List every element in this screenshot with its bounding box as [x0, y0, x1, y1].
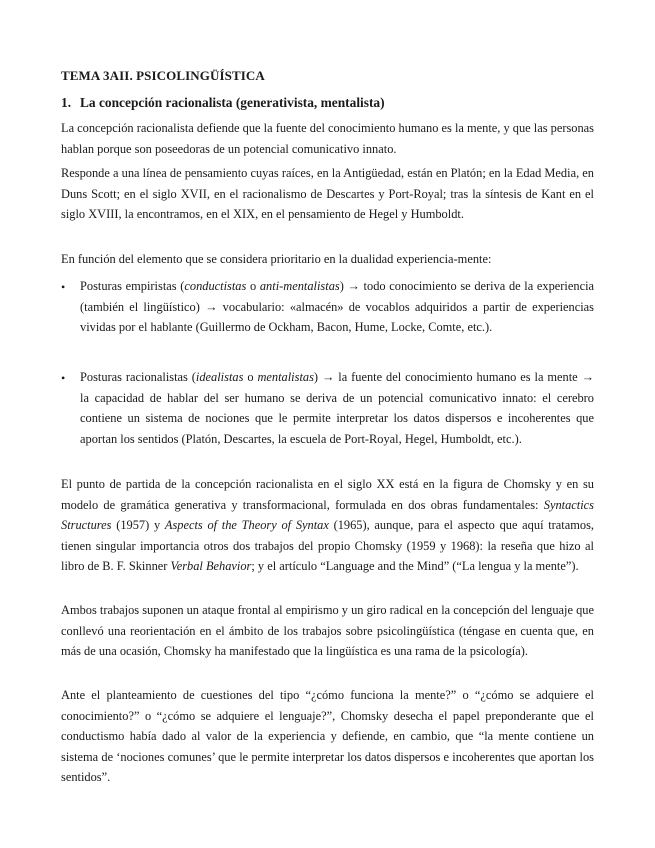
- section-title: La concepción racionalista (generativista, mentalista): [80, 95, 385, 110]
- list-item-italic: conductistas: [184, 279, 247, 293]
- list-item-racionalistas: [80, 367, 594, 449]
- book-title: Verbal Behavior: [170, 559, 252, 574]
- questions-paragraph: Ante el planteamiento de cuestiones del tipo “¿cómo funciona la mente?” o “¿cómo se adquiere el conocimiento?” o “¿cómo se adquiere el lenguaje?”, Chomsky desecha el papel preponderante que el conductismo había dado al valor de la experiencia y defiende, en cambio, que “la mente contiene un sistema de ‘nociones comunes’ que le permite interpretar los datos dispersos e incoherentes que aportan los sentidos”.: [61, 688, 594, 785]
- book-title: Aspects of the Theory of Syntax: [164, 518, 329, 533]
- list-item-text: ) → todo conocimiento se deriva de la experiencia (también el lingüístico) → vocabulario: «almacén» de vocablos adquiridos a partir de experiencias vividas por el hablante (Guillermo de Ockham, Bacon, Hume, Locke, Comte, etc.).: [80, 279, 595, 335]
- list-item-empiristas: [80, 276, 594, 338]
- bullet-marker: •: [61, 280, 66, 294]
- list-item-text: o: [246, 279, 260, 293]
- chomsky-paragraph: [61, 474, 594, 577]
- list-item-text: Posturas empiristas (: [80, 279, 185, 293]
- list-item-text: o: [243, 370, 258, 384]
- history-paragraph: Responde a una línea de pensamiento cuyas raíces, en la Antigüedad, están en Platón; en la Edad Media, en Duns Scott; en el siglo XVII, en el racionalismo de Descartes y Port-Royal; tras la síntesis de Kant en el siglo XVIII, la encontramos, en el XIX, en el pensamiento de Hegel y Humboldt.: [61, 166, 594, 222]
- list-item-italic: anti-mentalistas: [259, 279, 340, 293]
- list-item-text: Posturas racionalistas (: [80, 370, 196, 384]
- bullet-marker: •: [61, 371, 66, 385]
- document-title: TEMA 3AII. PSICOLINGÜÍSTICA: [61, 68, 265, 83]
- book-title: Syntactics Structures: [61, 497, 594, 533]
- function-paragraph: En función del elemento que se considera prioritario en la dualidad experiencia-mente:: [61, 252, 492, 266]
- list-item-italic: idealistas: [195, 370, 244, 384]
- attack-paragraph: Ambos trabajos suponen un ataque frontal al empirismo y un giro radical en la concepción del lenguaje que conllevó una reorientación en el ámbito de los trabajos sobre psicolingüística (téngase en cuenta que, en más de una ocasión, Chomsky ha manifestado que la lingüística es una rama de la psicología).: [61, 603, 594, 659]
- paragraph-text: (1965), aunque, para el aspecto que aquí tratamos, tienen singular importancia otros dos trabajos del propio Chomsky (1959 y 1968): la reseña que hizo al libro de B. F. Skinner: [61, 518, 594, 574]
- paragraph-text: ; y el artículo “Language and the Mind” (“La lengua y la mente”).: [251, 559, 579, 574]
- list-item-text: ) → la fuente del conocimiento humano es la mente → la capacidad de hablar del ser humano se deriva de un potencial comunicativo innato: el cerebro contiene un sistema de nociones que le permite interpretar los datos dispersos e incoherentes que aportan los sentidos (Platón, Descartes, la escuela de Port-Royal, Hegel, Humboldt, etc.).: [80, 370, 594, 446]
- paragraph-text: El punto de partida de la concepción racionalista en el siglo XX está en la figura de Chomsky y en su modelo de gramática generativa y transformacional, formulada en dos obras fundamentales:: [61, 477, 594, 512]
- paragraph-text: (1957) y: [111, 518, 165, 533]
- list-item-italic: mentalistas: [257, 370, 314, 384]
- section-number: 1.: [61, 95, 72, 110]
- intro-paragraph: La concepción racionalista defiende que la fuente del conocimiento humano es la mente, y que las personas hablan porque son poseedoras de un potencial comunicativo innato.: [61, 121, 594, 156]
- section-heading: [61, 93, 601, 114]
